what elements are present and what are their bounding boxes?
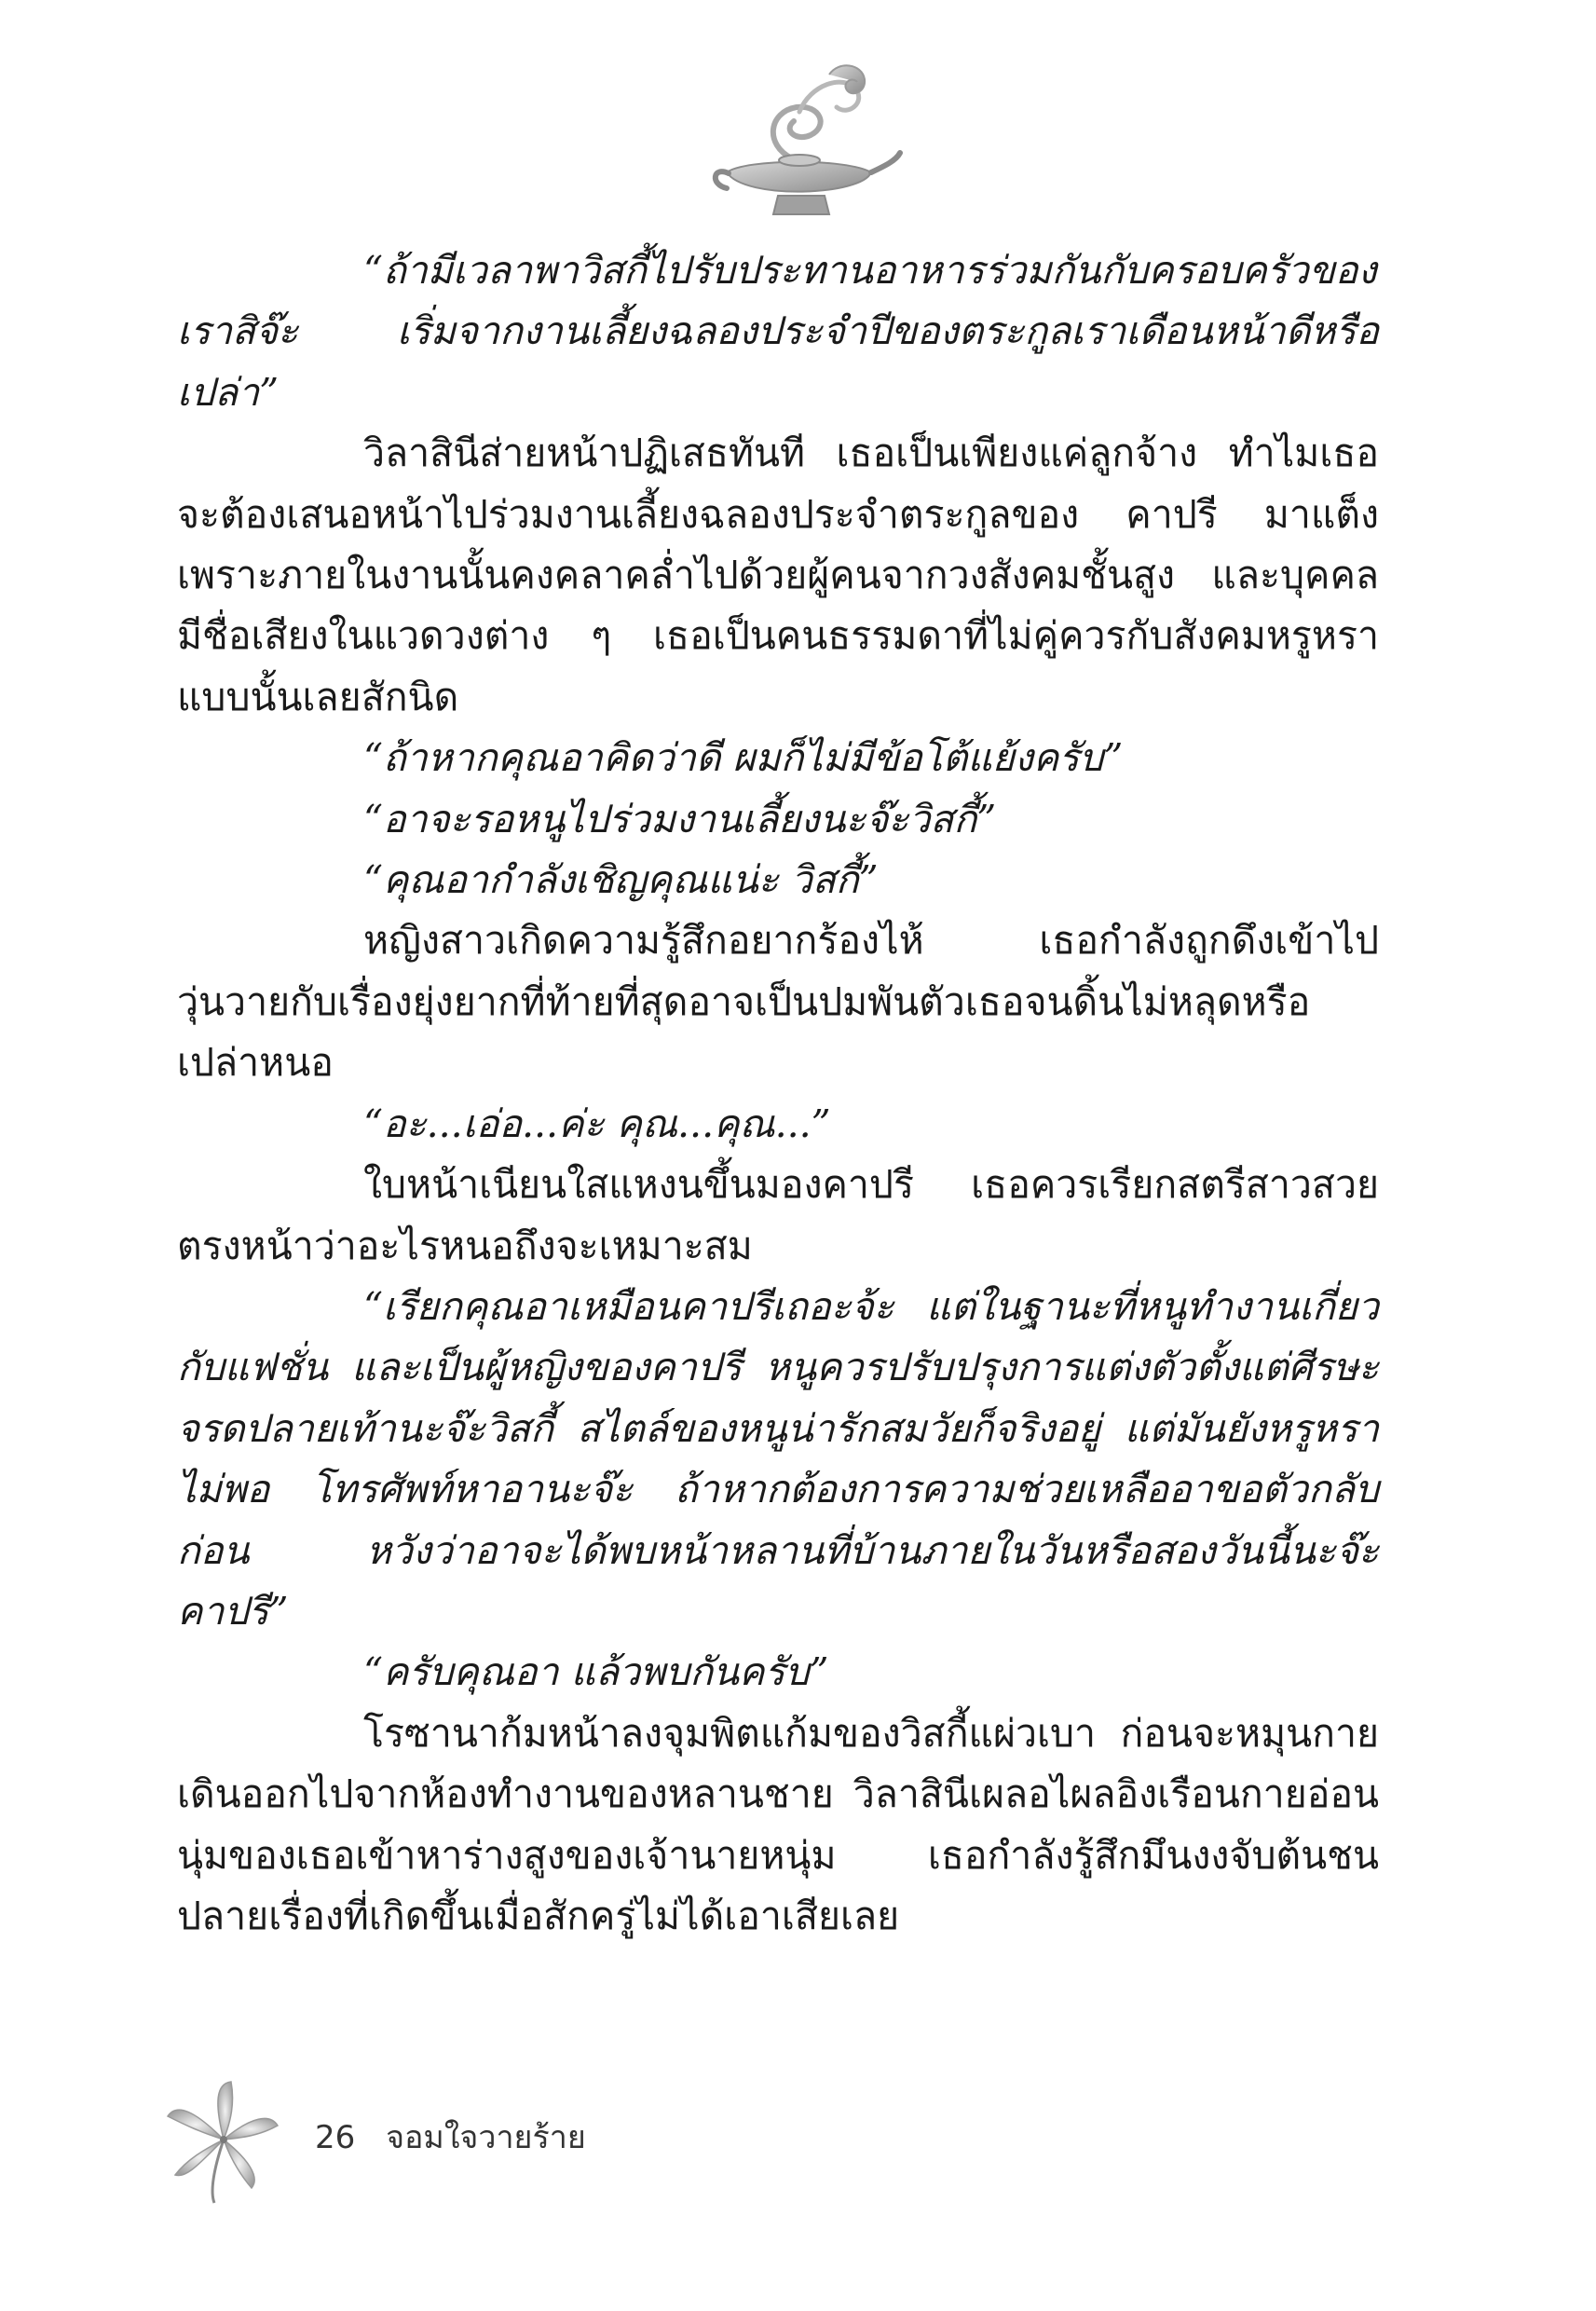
lamp-ornament-icon [689,56,904,224]
paragraph: วิลาสินีส่ายหน้าปฏิเสธทันที เธอเป็นเพียงแค่ลูกจ้าง ทำไมเธอจะต้องเสนอหน้าไปร่วมงานเลี้ยงฉลองประจำตระกูลของ คาปรี มาแต็งเพราะภายในงานนั้นคงคลาคล่ำไปด้วยผู้คนจากวงสังคมชั้นสูง และบุคคลมีชื่อเสียงในแวดวงต่าง ๆ เธอเป็นคนธรรมดาที่ไม่คู่ควรกับสังคมหรูหราแบบนั้นเลยสักนิด [177,431,1379,719]
paragraph: หญิงสาวเกิดความรู้สึกอยากร้องไห้ เธอกำลังถูกดึงเข้าไปวุ่นวายกับเรื่องยุ่งยากที่ท้ายที่สุดอาจเป็นปมพันตัวเธอจนดิ้นไม่หลุดหรือเปล่าหนอ [177,918,1379,1086]
paragraph: “เรียกคุณอาเหมือนคาปรีเถอะจ้ะ แต่ในฐานะที่หนูทำงานเกี่ยวกับแฟชั่น และเป็นผู้หญิงของคาปรี หนูควรปรับปรุงการแต่งตัวตั้งแต่ศีรษะจรดปลายเท้านะจ๊ะวิสกี้ สไตล์ของหนูน่ารักสมวัยก็จริงอยู่ แต่มันยังหรูหราไม่พอ โทรศัพท์หาอานะจ๊ะ ถ้าหากต้องการความช่วยเหลืออาขอตัวกลับก่อน หวังว่าอาจะได้พบหน้าหลานที่บ้านภายในวันหรือสองวันนี้นะจ๊ะคาปรี” [177,1283,1379,1634]
paragraph: โรซานาก้มหน้าลงจุมพิตแก้มของวิสกี้แผ่วเบา ก่อนจะหมุนกายเดินออกไปจากห้องทำงานของหลานชาย วิลาสินีเผลอไผลอิงเรือนกายอ่อนนุ่มของเธอเข้าหาร่างสูงของเจ้านายหนุ่ม เธอกำลังรู้สึกมึนงงจับต้นชนปลายเรื่องที่เกิดขึ้นเมื่อสักครู่ไม่ได้เอาเสียเลย [177,1710,1379,1938]
paragraph: “ถ้ามีเวลาพาวิสกี้ไปรับประทานอาหารร่วมกันกับครอบครัวของเราสิจ๊ะ เริ่มจากงานเลี้ยงฉลองประจำปีของตระกูลเราเดือนหน้าดีหรือเปล่า” [177,248,1379,415]
paragraph: “คุณอากำลังเชิญคุณแน่ะ วิสกี้” [363,857,879,903]
paragraph: “อะ...เอ่อ...ค่ะ คุณ...คุณ...” [363,1101,831,1146]
paragraph: ใบหน้าเนียนใสแหงนขึ้นมองคาปรี เธอควรเรียกสตรีสาวสวยตรงหน้าว่าอะไรหนอถึงจะเหมาะสม [177,1162,1379,1268]
page-footer [158,2074,811,2214]
paragraph: “ครับคุณอา แล้วพบกันครับ” [363,1649,829,1695]
body-text [177,240,1379,1947]
footer-label [315,2112,586,2162]
page-number: 26 [315,2119,356,2156]
paragraph: “ถ้าหากคุณอาคิดว่าดี ผมก็ไม่มีข้อโต้แย้งครับ” [363,735,1124,781]
lily-flower-icon [158,2074,289,2205]
book-title: จอมใจวายร้าย [386,2119,586,2156]
paragraph: “อาจะรอหนูไปร่วมงานเลี้ยงนะจ๊ะวิสกี้” [363,796,997,841]
